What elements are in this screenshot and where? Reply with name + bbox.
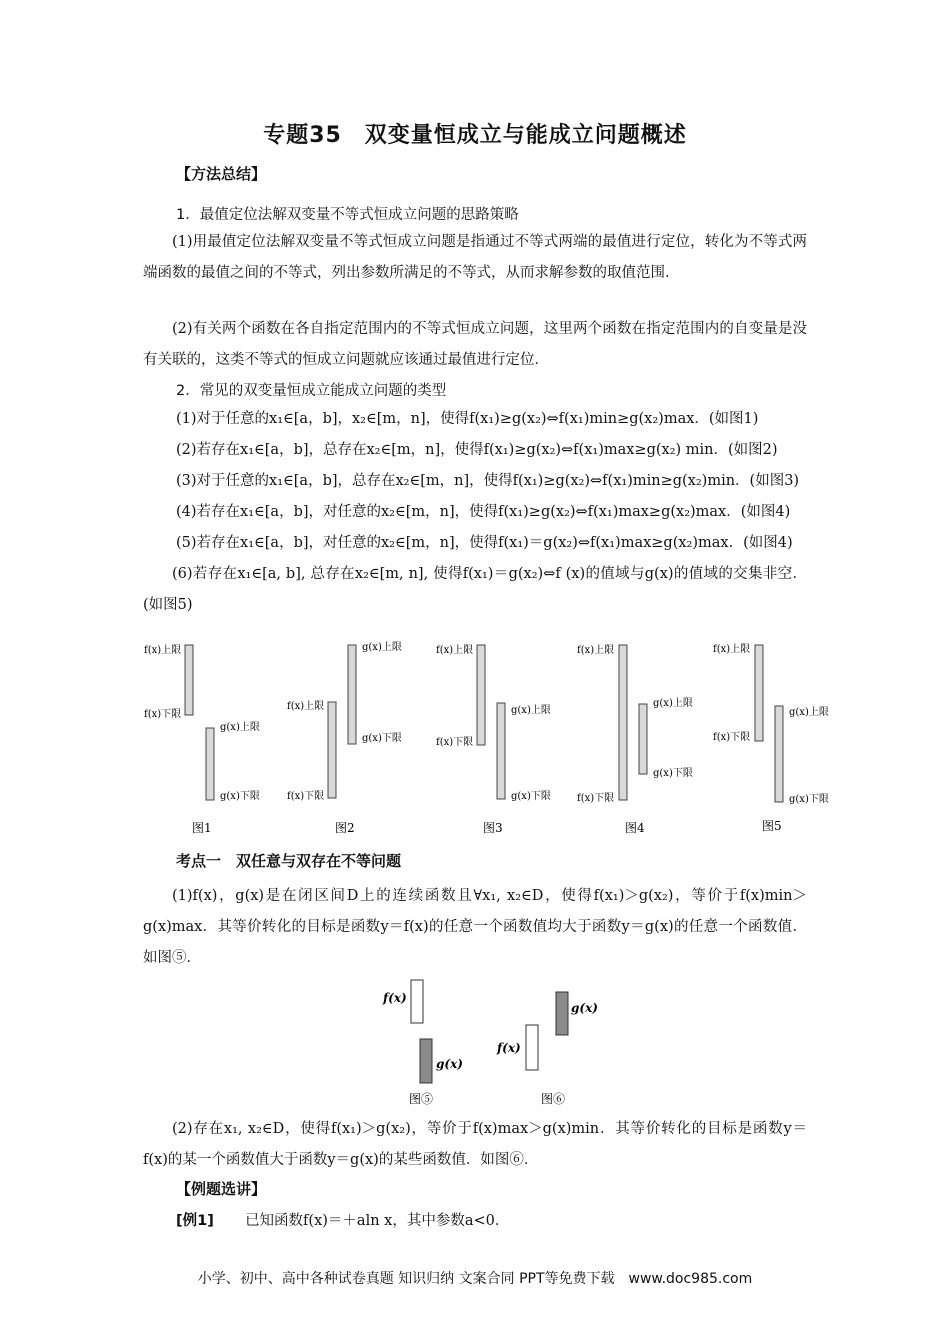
kaodian-1-paragraph-1-text: (1)f(x)，g(x)是在闭区间D上的连续函数且∀x₁, x₂∈D，使得f(x₁)＞g(x₂)，等价于f(x)min＞g(x)max．其等价转化的目标是函数y＝f(x)的任意一个函数值均大于函数y＝g(x)的任意一个函数值．如图⑤． xyxy=(143,888,807,966)
kaodian-1-paragraph-2 xyxy=(143,1114,807,1176)
fig-circ6-f-label: f(x) xyxy=(497,1041,521,1055)
range-figures-1-5 xyxy=(140,630,829,845)
fig2-g-lower: g(x)下限 xyxy=(362,733,402,744)
fig-circ5-g-label: g(x) xyxy=(436,1057,463,1071)
page-title: 专题35 双变量恒成立与能成立问题概述 xyxy=(263,123,687,148)
example-1 xyxy=(176,1209,509,1230)
fig1-g-lower: g(x)下限 xyxy=(220,791,260,802)
fig-circ5-f-label: f(x) xyxy=(383,991,407,1005)
fig5-g-bar xyxy=(775,706,783,802)
fig2-f-bar xyxy=(328,702,336,798)
type-5: (5)若存在x₁∈[a，b]，对任意的x₂∈[m，n]，使得f(x₁)＝g(x₂)⇔f(x₁)max≥g(x₂)max．(如图4) xyxy=(176,535,793,551)
caption-fig4: 图4 xyxy=(625,821,645,835)
fig3-f-upper: f(x)上限 xyxy=(436,645,474,656)
example-1-text: 已知函数f(x)＝＋aln x，其中参数a<0． xyxy=(245,1213,510,1229)
fig5-g-lower: g(x)下限 xyxy=(789,794,829,805)
example-1-label: [例1] xyxy=(176,1213,214,1229)
fig2-f-upper: f(x)上限 xyxy=(287,701,325,712)
kaodian-1-paragraph-2-text: (2)存在x₁, x₂∈D，使得f(x₁)＞g(x₂)，等价于f(x)max＞g(x)min．其等价转化的目标是函数y＝f(x)的某一个函数值大于函数y＝g(x)的某些函数值．如图⑥． xyxy=(143,1121,807,1168)
caption-fig-circ6: 图⑥ xyxy=(541,1092,566,1106)
type-4: (4)若存在x₁∈[a，b]，对任意的x₂∈[m，n]，使得f(x₁)≥g(x₂)⇔f(x₁)max≥g(x₂)max．(如图4) xyxy=(176,504,791,520)
fig-circ5-g-bar xyxy=(420,1039,432,1083)
kaodian-1-paragraph-1 xyxy=(143,881,807,974)
fig-circ6-g-label: g(x) xyxy=(571,1001,598,1015)
fig-circ6-f-bar xyxy=(526,1025,538,1070)
fig3-g-bar xyxy=(497,703,505,799)
fig-circ6-g-bar xyxy=(556,992,568,1035)
fig1-g-upper: g(x)上限 xyxy=(220,722,260,733)
method-2-heading: 2．常见的双变量恒成立能成立问题的类型 xyxy=(176,383,447,399)
type-1: (1)对于任意的x₁∈[a，b]，x₂∈[m，n]，使得f(x₁)≥g(x₂)⇔f(x₁)min≥g(x₂)max．(如图1) xyxy=(176,411,759,427)
section-examples: 【例题选讲】 xyxy=(176,1180,267,1198)
caption-fig5: 图5 xyxy=(762,819,782,833)
fig1-f-lower: f(x)下限 xyxy=(144,709,182,720)
method-1-paragraph-2 xyxy=(143,314,807,376)
caption-fig2: 图2 xyxy=(335,821,355,835)
type-6 xyxy=(143,559,807,621)
range-figures-circled-5-6 xyxy=(375,972,615,1112)
fig5-f-bar xyxy=(755,645,763,741)
fig2-g-upper: g(x)上限 xyxy=(362,642,402,653)
fig4-g-lower: g(x)下限 xyxy=(653,768,693,779)
fig4-g-upper: g(x)上限 xyxy=(653,698,693,709)
fig1-g-bar xyxy=(206,728,214,800)
method-1-paragraph-1 xyxy=(143,227,807,289)
type-6-text: (6)若存在x₁∈[a, b], 总存在x₂∈[m, n], 使得f(x₁)＝g(x₂)⇔f (x)的值域与g(x)的值域的交集非空．(如图5) xyxy=(143,566,807,613)
fig1-f-bar xyxy=(185,645,193,715)
fig1-f-upper: f(x)上限 xyxy=(144,645,182,656)
method-1-paragraph-1-text: (1)用最值定位法解双变量不等式恒成立问题是指通过不等式两端的最值进行定位，转化为不等式两端函数的最值之间的不等式，列出参数所满足的不等式，从而求解参数的取值范围． xyxy=(143,234,807,281)
fig3-f-lower: f(x)下限 xyxy=(436,737,474,748)
fig4-f-lower: f(x)下限 xyxy=(577,793,615,804)
type-2: (2)若存在x₁∈[a，b]，总存在x₂∈[m，n]，使得f(x₁)≥g(x₂)⇔f(x₁)max≥g(x₂) min．(如图2) xyxy=(176,442,778,458)
fig-circ5-f-bar xyxy=(411,980,423,1023)
fig4-f-bar xyxy=(619,645,627,800)
fig3-g-upper: g(x)上限 xyxy=(511,705,551,716)
fig3-g-lower: g(x)下限 xyxy=(511,791,551,802)
fig3-f-bar xyxy=(477,645,485,745)
fig4-g-bar xyxy=(639,704,647,774)
caption-fig3: 图3 xyxy=(483,821,503,835)
method-1-heading: 1．最值定位法解双变量不等式恒成立问题的思路策略 xyxy=(176,207,519,223)
section-method-summary: 【方法总结】 xyxy=(176,165,267,183)
fig4-f-upper: f(x)上限 xyxy=(577,645,615,656)
fig5-f-lower: f(x)下限 xyxy=(713,732,751,743)
method-1-paragraph-2-text: (2)有关两个函数在各自指定范围内的不等式恒成立问题，这里两个函数在指定范围内的自变量是没有关联的，这类不等式的恒成立问题就应该通过最值进行定位． xyxy=(143,321,807,368)
caption-fig1: 图1 xyxy=(192,821,212,835)
fig2-g-bar xyxy=(348,645,356,744)
caption-fig-circ5: 图⑤ xyxy=(409,1092,434,1106)
kaodian-1-heading: 考点一 双任意与双存在不等问题 xyxy=(176,852,402,870)
page-footer: 小学、初中、高中各种试卷真题 知识归纳 文案合同 PPT等免费下载 www.doc985.com xyxy=(197,1271,753,1287)
fig2-f-lower: f(x)下限 xyxy=(287,791,325,802)
fig5-g-upper: g(x)上限 xyxy=(789,707,829,718)
fig5-f-upper: f(x)上限 xyxy=(713,644,751,655)
type-3: (3)对于任意的x₁∈[a，b]，总存在x₂∈[m，n]，使得f(x₁)≥g(x₂)⇔f(x₁)min≥g(x₂)min．(如图3) xyxy=(176,473,800,489)
